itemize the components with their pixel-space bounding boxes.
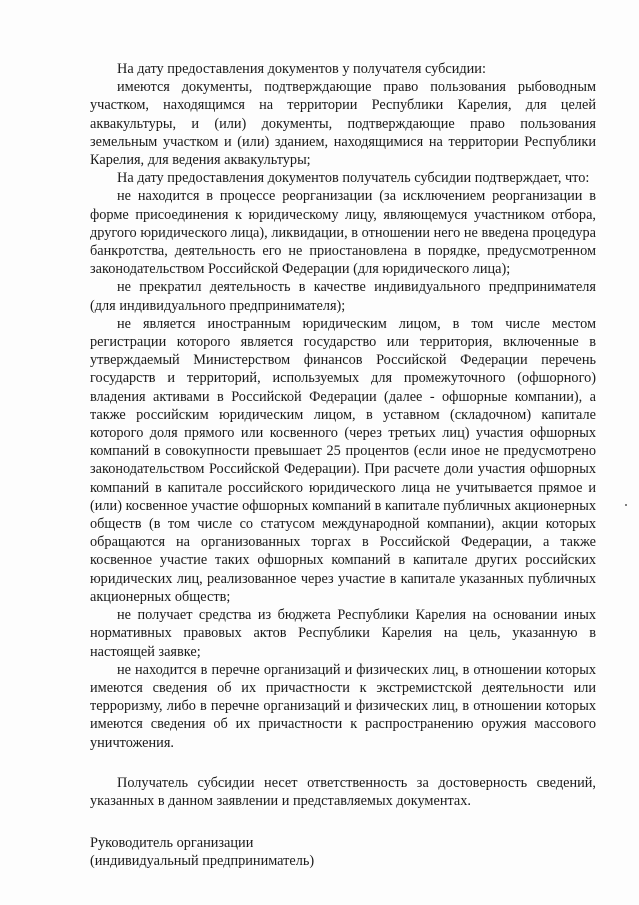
paragraph-responsibility: Получатель субсидии несет ответственность за достоверность сведений, указанных в данном заявлении и представляемых документах. bbox=[90, 774, 596, 809]
signature-subtitle: (индивидуальный предприниматель) bbox=[90, 853, 315, 870]
paragraph-usage-rights: имеются документы, подтверждающие право пользования рыбоводным участком, находящимся на территории Республики Карелия, для целей аквакультуры, и (или) документы, подтверждающие право пользования земельным участком и (или) зданием, находящимися на территории Республики Карелия, для ведения аквакультуры; bbox=[90, 79, 596, 169]
paragraph-entrepreneur-active: не прекратил деятельность в качестве индивидуального предпринимателя (для индивидуального предпринимателя); bbox=[90, 279, 596, 314]
signature-title: Руководитель организации bbox=[90, 835, 254, 852]
scan-speck bbox=[625, 504, 627, 506]
paragraph-not-in-extremism-list: не находится в перечне организаций и физических лиц, в отношении которых имеются сведения об их причастности к экстремистской деятельности или терроризму, либо в перечне организаций и физических лиц, в отношении которых имеются сведения об их причастности к распространению оружия массового уничтожения. bbox=[90, 661, 596, 751]
paragraph-documents-date: На дату предоставления документов у получателя субсидии: bbox=[117, 61, 486, 77]
paragraph-not-foreign-entity: не является иностранным юридическим лицом, в том числе местом регистрации которого является государство или территория, включенные в утверждаемый Министерством финансов Российской Федерации перечень государств и территорий, используемых для промежуточного (офшорного) владения активами в Российской Федерации (далее - офшорные компании), а также российским юридическим лицом, в уставном (складочном) капитале которого доля прямого или косвенного (через третьих лиц) участия офшорных компаний в совокупности превышает 25 процентов (если иное не предусмотрено законодательством Российской Федерации). При расчете доли участия офшорных компаний в капитале российского юридического лица не учитывается прямое и (или) косвенное участие офшорных компаний в капитале публичных акционерных обществ (в том числе со статусом международной компании), акции которых обращаются на организованных торгах в Российской Федерации, а также косвенное участие таких офшорных компаний в капитале других российских юридических лиц, реализованное через участие в капитале указанных публичных акционерных обществ; bbox=[90, 315, 596, 605]
paragraph-confirms: На дату предоставления документов получатель субсидии подтверждает, что: bbox=[117, 170, 590, 187]
paragraph-no-budget-funds: не получает средства из бюджета Республики Карелия на основании иных нормативных правовых актов Республики Карелия на цель, указанную в настоящей заявке; bbox=[90, 607, 596, 660]
document-body bbox=[90, 60, 596, 871]
paragraph-no-reorganization: не находится в процессе реорганизации (за исключением реорганизации в форме присоединения к юридическому лицу, являющемуся участником отбора, другого юридического лица), ликвидации, в отношении него не введена процедура банкротства, деятельность его не приостановлена в порядке, предусмотренном законодательством Российской Федерации (для юридического лица); bbox=[90, 188, 596, 278]
